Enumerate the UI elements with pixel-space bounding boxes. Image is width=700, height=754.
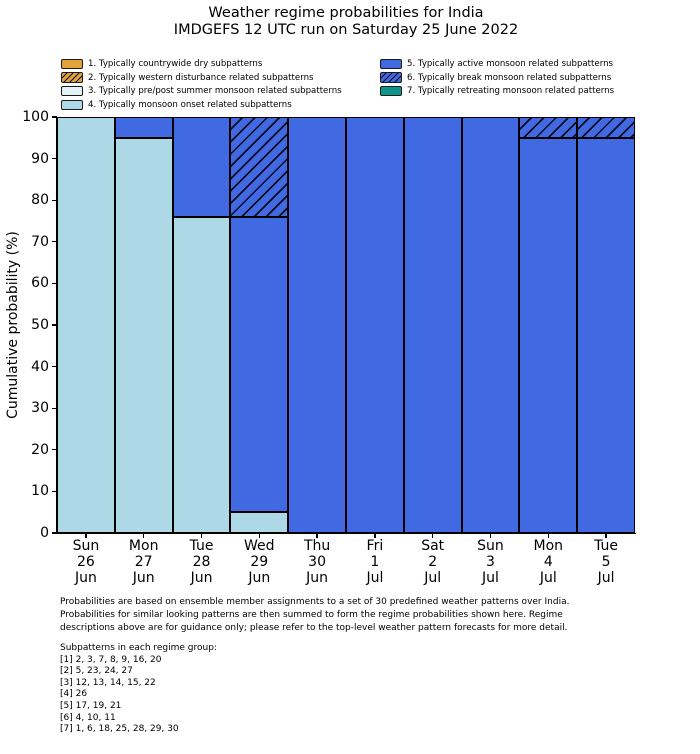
legend-item [61,72,314,84]
x-tick-label [519,538,577,586]
footnote [60,596,569,635]
bar-segment [404,117,462,533]
y-tick-label: 90 [31,150,49,167]
y-tick-label: 70 [31,233,49,250]
x-tick-month: Jun [306,570,329,586]
x-tick-date: 29 [250,554,269,570]
x-tick-month: Jul [597,570,615,586]
y-tick-label: 60 [31,275,49,292]
x-tick-date: 5 [601,554,611,570]
legend-item [380,85,614,97]
x-tick-date: 27 [134,554,153,570]
x-tick-mark [316,533,317,538]
subpattern-line: [5] 17, 19, 21 [60,700,122,711]
legend-swatch [61,72,83,83]
x-tick-mark [490,533,491,538]
x-tick-month: Jun [190,570,213,586]
x-tick-mark [605,533,606,538]
legend-swatch [61,100,83,111]
footnote-line: descriptions above are for guidance only; please refer to the top-level weather pattern forecasts for more detail. [60,623,568,633]
footnote-line: Probabilities for similar looking patterns are then summed to form the regime probabilities shown here. Regime [60,610,563,620]
legend-label: 6. Typically break monsoon related subpatterns [407,72,612,83]
x-tick-day: Fri [366,538,384,554]
x-tick-mark [259,533,260,538]
y-axis-label: Cumulative probability (%) [5,231,21,419]
x-tick-mark [143,533,144,538]
x-tick-label [346,538,404,586]
x-tick-label [462,538,520,586]
x-tick-label [115,538,173,586]
y-tick-mark [52,116,57,117]
bar-segment [519,117,577,138]
x-tick-mark [85,533,86,538]
x-tick-day: Tue [594,538,619,554]
chart-subtitle: IMDGEFS 12 UTC run on Saturday 25 June 2022 [173,22,519,38]
x-tick-day: Mon [533,538,564,554]
x-tick-month: Jul [539,570,557,586]
x-tick-month: Jul [366,570,384,586]
bar-segment [346,117,404,533]
x-tick-label [230,538,288,586]
subpattern-line: [1] 2, 3, 7, 8, 9, 16, 20 [60,654,162,665]
y-tick-label: 10 [31,483,49,500]
legend-swatch [380,59,402,70]
subpattern-line: [6] 4, 10, 11 [60,712,116,723]
y-tick-mark [52,491,57,492]
y-tick-label: 20 [31,441,49,458]
legend-swatch [380,72,402,83]
legend-label: 4. Typically monsoon onset related subpatterns [88,99,292,110]
bar-segment [173,117,231,217]
x-tick-date: 1 [370,554,380,570]
bar-segment [230,512,288,533]
x-tick-day: Thu [303,538,331,554]
bar-segment [519,138,577,533]
x-tick-label [577,538,635,586]
x-tick-day: Sun [72,538,100,554]
y-tick-mark [52,532,57,533]
legend-item [61,99,292,111]
x-tick-mark [548,533,549,538]
y-tick-mark [52,449,57,450]
bar-segment [577,138,635,533]
x-tick-month: Jun [132,570,155,586]
bar-segment [462,117,520,533]
y-tick-mark [52,324,57,325]
x-tick-label [404,538,462,586]
subpattern-line: [2] 5, 23, 24, 27 [60,666,133,677]
bar-segment [115,117,173,138]
y-tick-mark [52,241,57,242]
y-tick-label: 50 [31,317,49,333]
legend-swatch [61,86,83,97]
bar-segment [173,217,231,533]
x-tick-day: Mon [128,538,159,554]
x-tick-day: Sat [421,538,445,554]
y-tick-mark [52,366,57,367]
x-tick-mark [374,533,375,538]
plot-area [57,117,635,533]
x-tick-date: 28 [192,554,211,570]
y-tick-label: 80 [31,192,49,209]
x-tick-mark [201,533,202,538]
x-tick-day: Sun [477,538,504,554]
bar-segment [577,117,635,138]
x-tick-label [173,538,231,586]
x-tick-day: Tue [189,538,214,554]
subpatterns-heading: Subpatterns in each regime group: [60,643,217,653]
legend [61,58,681,116]
legend-label: 3. Typically pre/post summer monsoon related subpatterns [88,86,342,97]
subpattern-line: [4] 26 [60,689,88,700]
x-tick-date: 3 [486,554,495,570]
x-tick-month: Jun [248,570,271,586]
legend-item [61,85,342,97]
y-tick-mark [52,158,57,159]
x-tick-mark [432,533,433,538]
x-tick-date: 30 [308,554,326,570]
legend-label: 2. Typically western disturbance related subpatterns [88,72,314,83]
y-tick-label: 0 [40,525,49,541]
x-tick-date: 2 [428,554,438,570]
y-tick-mark [52,408,57,409]
legend-label: 7. Typically retreating monsoon related patterns [407,86,615,97]
y-tick-label: 40 [31,358,49,375]
x-tick-date: 4 [543,554,553,570]
subpattern-line: [3] 12, 13, 14, 15, 22 [60,677,156,688]
x-tick-month: Jun [74,570,97,586]
x-tick-label [57,538,115,586]
footnote-line: Probabilities are based on ensemble member assignments to a set of 30 predefined weather patterns over India. [60,597,570,607]
subpattern-line: [7] 1, 6, 18, 25, 28, 29, 30 [60,724,179,735]
x-tick-month: Jul [424,570,442,586]
legend-item [380,58,613,70]
y-tick-label: 100 [22,109,49,125]
legend-swatch [61,59,83,70]
chart-title: Weather regime probabilities for India [208,5,484,21]
legend-item [61,58,262,70]
x-tick-month: Jul [482,570,499,586]
bar-segment [57,117,115,533]
bar-segment [230,217,288,512]
x-tick-date: 26 [76,554,95,570]
bar-segment [288,117,346,533]
x-tick-day: Wed [244,538,275,554]
legend-label: 5. Typically active monsoon related subpatterns [407,59,614,69]
subpatterns-list [60,643,217,736]
x-tick-label [288,538,346,586]
legend-label: 1. Typically countrywide dry subpatterns [88,59,263,69]
bar-segment [115,138,173,533]
bar-segment [230,117,288,217]
y-tick-label: 30 [31,400,49,417]
legend-item [380,72,611,84]
y-tick-mark [52,200,57,201]
y-tick-mark [52,283,57,284]
legend-swatch [380,86,402,97]
